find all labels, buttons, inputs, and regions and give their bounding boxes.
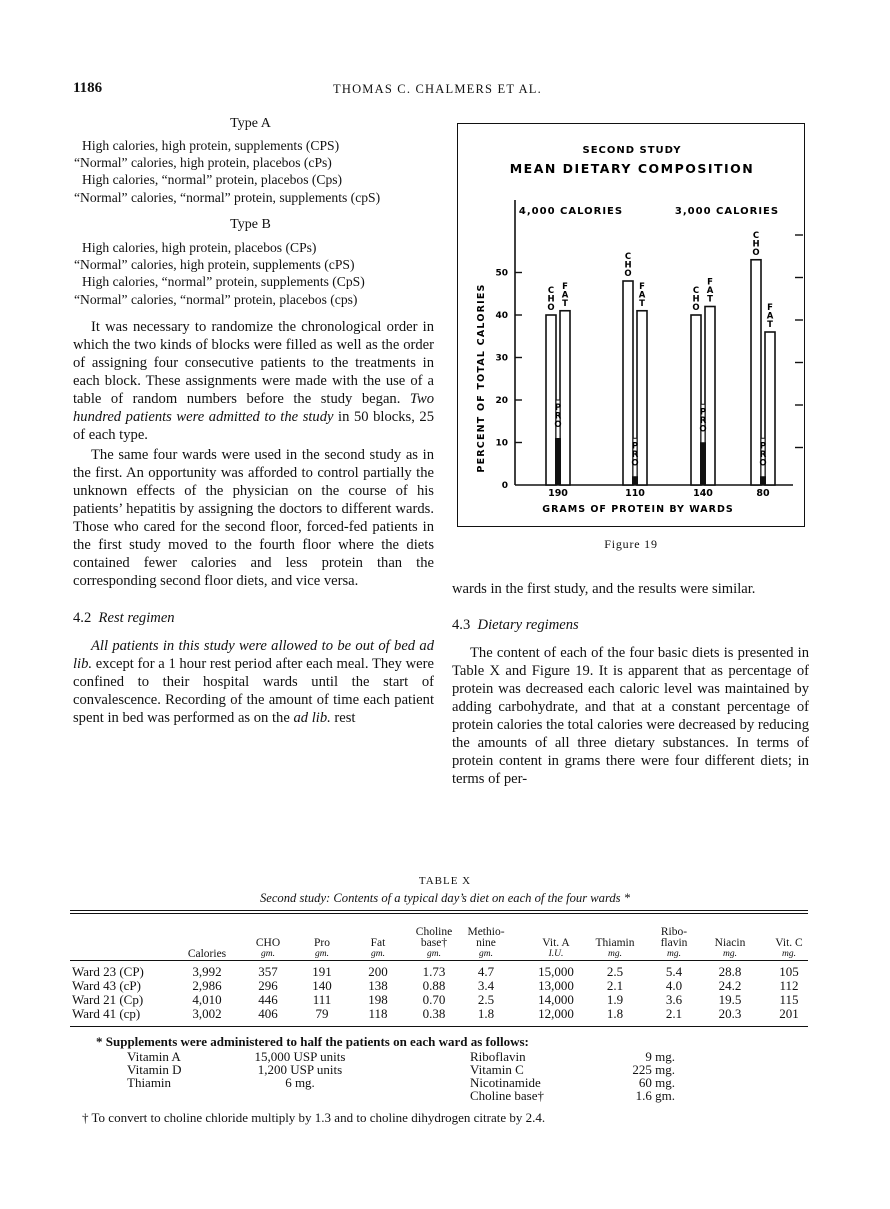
type-a-line: High calories, high protein, supplements (CPS) <box>82 138 340 153</box>
table-column-header <box>526 938 586 960</box>
table-cell: 138 <box>368 978 388 993</box>
pro-bar-label: O <box>554 420 562 430</box>
y-axis-label: PERCENT OF TOTAL CALORIES <box>476 283 487 473</box>
table-column-header <box>585 938 645 960</box>
cho-bar-label: C <box>692 286 700 296</box>
table-cell: 2.1 <box>606 978 624 993</box>
column-unit: mg. <box>667 949 681 959</box>
italic-run: ad lib. <box>293 710 331 726</box>
pro-bar-fill <box>700 442 706 485</box>
table-cell: 1.8 <box>606 1006 624 1021</box>
cho-bar-label: C <box>624 252 632 262</box>
table-cell: 115 <box>779 992 799 1007</box>
y-tick-label: 50 <box>495 268 508 279</box>
type-b-line: High calories, high protein, placebos (CPs) <box>82 240 317 255</box>
group-label-3000: 3,000 CALORIES <box>674 206 780 217</box>
table-cell: 24.2 <box>718 978 742 993</box>
table-column-header <box>456 927 516 960</box>
chart-title: SECOND STUDY <box>582 145 682 156</box>
section-heading-4-3 <box>452 616 809 634</box>
table-cell: 2,986 <box>192 978 222 993</box>
y-tick-label: 40 <box>495 311 508 321</box>
supplement-name: Vitamin D <box>127 1062 182 1077</box>
pro-bar-label: R <box>759 449 767 460</box>
type-b-line: “Normal” calories, “normal” protein, placebos (cps) <box>74 291 358 307</box>
cho-bar-label: H <box>547 294 555 305</box>
supplement-dose: 15,000 USP units <box>254 1049 346 1064</box>
text-run: except for a 1 hour rest period after each meal. They were confined to their hospital wards until the start of convalescence. Recording of the amount of time each patient spent in bed was performed as on the <box>73 656 434 726</box>
table-row-label: Ward 41 (cp) <box>72 1006 141 1021</box>
page-number: 1186 <box>73 80 103 96</box>
x-category-label: 110 <box>625 488 645 499</box>
column-unit: gm. <box>479 949 493 959</box>
pro-bar-label: P <box>554 403 562 413</box>
group-label-4000: 4,000 CALORIES <box>518 206 624 217</box>
supplement-name: Choline base† <box>470 1088 545 1103</box>
table-cell: 1.9 <box>606 992 624 1007</box>
pro-bar-label: P <box>699 407 707 418</box>
figure-caption: Figure 19 <box>604 537 658 551</box>
pro-bar-fill <box>760 476 766 485</box>
table-cell: 4.0 <box>665 978 683 993</box>
table-row-label: Ward 21 (Cp) <box>72 992 144 1007</box>
table-cell: 3.6 <box>665 992 683 1007</box>
section-number: 4.2 <box>73 610 92 626</box>
x-category-label: 80 <box>756 488 770 499</box>
table-cell: 111 <box>312 992 332 1007</box>
column-name: Methio- <box>467 926 505 938</box>
y-tick-label: 20 <box>495 396 508 406</box>
table-cell: 28.8 <box>718 964 742 979</box>
column-name: Ribo- <box>660 926 688 938</box>
paragraph-rest <box>73 637 434 727</box>
pro-bar-fill <box>632 476 638 485</box>
paragraph-wards: The same four wards were used in the second study as in the first. An opportunity was afforded to control partially the unknown effects of the physician on the course of his patients’ hepatitis by assigning the doctors to different wards. Those who cared for the second floor, forced-fed patients in the first study moved to the fourth floor where the diets contained fewer calories and less protein than the corresponding second floor diets, and vice versa. <box>73 447 434 589</box>
table-column-header <box>177 949 237 960</box>
x-axis-label: GRAMS OF PROTEIN BY WARDS <box>542 504 734 515</box>
fat-bar-label: A <box>561 290 569 301</box>
table-cell: 0.38 <box>422 1006 446 1021</box>
x-category-label: 140 <box>693 488 713 499</box>
cho-bar-label: H <box>752 239 760 250</box>
table-bottom-rule <box>70 1026 808 1027</box>
table-cell: 0.88 <box>422 978 446 993</box>
cho-bar-label: O <box>624 269 632 279</box>
left-column <box>73 318 434 727</box>
table-column-header <box>292 938 352 960</box>
column-unit: mg. <box>723 949 737 959</box>
column-name: Fat <box>370 937 386 949</box>
paragraph-similar: wards in the first study, and the results were similar. <box>452 581 756 597</box>
pro-bar-label: O <box>699 424 707 435</box>
column-name: Choline <box>415 926 453 938</box>
type-a-line: “Normal” calories, “normal” protein, supplements (cpS) <box>74 189 381 205</box>
type-a-list <box>74 137 381 206</box>
supplements-footnote: * Supplements were administered to half the patients on each ward as follows: <box>96 1034 529 1049</box>
italic-run: All patients in this study were allowed to be out of bed ad lib. <box>73 638 434 672</box>
cho-bar <box>546 315 556 485</box>
fat-bar-label: A <box>766 311 774 322</box>
table-cell: 79 <box>315 1006 329 1021</box>
supplement-name: Vitamin A <box>127 1049 181 1064</box>
section-number: 4.3 <box>452 617 471 633</box>
table-cell: 1.73 <box>422 964 446 979</box>
table-cell: 200 <box>368 964 388 979</box>
fat-bar-label: F <box>707 277 713 288</box>
y-tick-label: 30 <box>495 353 508 364</box>
table-cell: 140 <box>312 978 332 993</box>
fat-bar-label: F <box>639 281 645 292</box>
table-column-header <box>700 938 760 960</box>
chart-subtitle: MEAN DIETARY COMPOSITION <box>509 161 755 176</box>
column-name: Pro <box>314 937 330 949</box>
diet-chart <box>458 124 803 525</box>
type-b-line: High calories, “normal” protein, supplements (CpS) <box>82 274 365 290</box>
table-cell: 3,992 <box>192 964 222 979</box>
table-cell: 201 <box>779 1006 799 1021</box>
fat-bar-label: T <box>639 298 645 309</box>
table-cell: 20.3 <box>718 1006 742 1021</box>
table-row-label: Ward 43 (cP) <box>72 978 141 993</box>
table-cell: 15,000 <box>538 964 574 979</box>
pro-bar-label: R <box>631 449 639 460</box>
fat-bar-label: T <box>707 294 713 305</box>
table-column-header <box>644 927 704 960</box>
cho-bar <box>691 315 701 485</box>
y-tick-label: 0 <box>501 481 508 491</box>
pro-bar-label: O <box>759 458 767 469</box>
table-cell: 2.5 <box>477 992 495 1007</box>
right-column <box>452 580 809 788</box>
supplement-dose: 9 mg. <box>645 1049 675 1064</box>
table-label: TABLE X <box>418 875 472 887</box>
table-column-header <box>404 927 464 960</box>
italic-run: Two hundred patients were admitted to the study <box>73 391 434 425</box>
type-a-line: High calories, “normal” protein, placebos (Cps) <box>82 172 343 188</box>
cho-bar-label: H <box>624 260 632 271</box>
table-caption: Second study: Contents of a typical day’s diet on each of the four wards * <box>259 891 631 905</box>
choline-footnote: † To convert to choline chloride multiply by 1.3 and to choline dihydrogen citrate by 2.4. <box>82 1110 546 1125</box>
column-unit: I.U. <box>548 949 564 959</box>
cho-bar-label: O <box>752 247 760 258</box>
text-run: in 50 blocks, 25 of each type. <box>73 409 434 443</box>
supplement-dose: 6 mg. <box>285 1075 315 1090</box>
fat-bar-label: F <box>767 303 773 313</box>
table-cell: 2.1 <box>665 1006 683 1021</box>
table-cell: 12,000 <box>538 1006 574 1021</box>
table-cell: 2.5 <box>606 964 624 979</box>
pro-bar-label: P <box>759 441 767 452</box>
running-title: THOMAS C. CHALMERS ET AL. <box>333 82 542 96</box>
column-name: Niacin <box>714 937 746 949</box>
supplement-name: Nicotinamide <box>470 1075 541 1090</box>
table-cell: 4.7 <box>477 964 495 979</box>
table-cell: 118 <box>368 1006 388 1021</box>
table-cell: 357 <box>258 964 278 979</box>
text-run: It was necessary to randomize the chronological order in which the two kinds of blocks were filled as well as the order of assigning four consecutive patients to the treatments in each block. These assignments were made with the use of a table of random numbers before the study began. <box>73 319 434 407</box>
table-cell: 406 <box>258 1006 278 1021</box>
cho-bar-label: O <box>547 303 555 313</box>
pro-bar-fill <box>555 438 561 485</box>
cho-bar-label: H <box>692 294 700 305</box>
column-name: Vit. A <box>542 937 570 949</box>
column-unit: mg. <box>608 949 622 959</box>
table-cell: 105 <box>779 964 799 979</box>
pro-bar-label: P <box>631 441 639 452</box>
fat-bar-label: A <box>706 286 714 296</box>
paragraph-dietary: The content of each of the four basic diets is presented in Table X and Figure 19. It is apparent that as percentage of protein was decreased each caloric level was maintained by adding carbohydrate, and that at a constant percentage of protein calories the total calories were decreased by reducing the amounts of all three dietary substances. In terms of protein content in grams there were four different diets; in terms of per- <box>452 645 809 787</box>
column-unit: gm. <box>371 949 385 959</box>
fat-bar-label: T <box>562 298 568 309</box>
table-cell: 112 <box>779 978 799 993</box>
supplement-dose: 60 mg. <box>638 1075 675 1090</box>
y-tick-label: 10 <box>495 438 508 449</box>
pro-bar-label: R <box>699 415 707 426</box>
x-category-label: 190 <box>548 488 568 499</box>
table-cell: 14,000 <box>538 992 574 1007</box>
column-name: flavin <box>660 937 688 949</box>
type-a-line: “Normal” calories, high protein, placebos (cPs) <box>74 155 332 171</box>
column-unit: gm. <box>427 949 441 959</box>
text-run: rest <box>330 710 356 726</box>
column-name: Thiamin <box>595 937 635 949</box>
table-cell: 4,010 <box>192 992 222 1007</box>
table-column-header <box>238 938 298 960</box>
type-b-list <box>74 239 365 308</box>
section-title: Rest regimen <box>98 610 175 626</box>
table-cell: 0.70 <box>422 992 446 1007</box>
column-name: Calories <box>187 948 227 960</box>
pro-bar-label: O <box>631 458 639 469</box>
fat-bar <box>705 307 715 486</box>
column-name: nine <box>476 937 496 949</box>
supplement-dose: 1.6 gm. <box>635 1088 675 1103</box>
type-b-heading: Type B <box>230 217 271 232</box>
table-cell: 19.5 <box>718 992 742 1007</box>
supplement-dose: 225 mg. <box>632 1062 675 1077</box>
supplement-dose: 1,200 USP units <box>257 1062 343 1077</box>
figure-19 <box>457 123 805 527</box>
column-unit: gm. <box>261 949 275 959</box>
column-name: Vit. C <box>775 937 803 949</box>
table-cell: 5.4 <box>665 964 683 979</box>
paragraph-randomize <box>73 318 434 444</box>
table-cell: 198 <box>368 992 388 1007</box>
table-cell: 1.8 <box>477 1006 495 1021</box>
supplement-name: Vitamin C <box>470 1062 524 1077</box>
table-cell: 446 <box>258 992 278 1007</box>
table-cell: 3.4 <box>477 978 495 993</box>
column-name: CHO <box>255 937 281 949</box>
supplement-name: Thiamin <box>127 1075 172 1090</box>
cho-bar-label: C <box>547 286 555 296</box>
cho-bar-label: O <box>692 303 700 313</box>
table-cell: 296 <box>258 978 278 993</box>
column-unit: gm. <box>315 949 329 959</box>
supplement-name: Riboflavin <box>470 1049 526 1064</box>
fat-bar <box>560 311 570 485</box>
table-cell: 191 <box>312 964 332 979</box>
section-title: Dietary regimens <box>477 617 579 633</box>
table-top-rule <box>70 910 808 911</box>
type-b-line: “Normal” calories, high protein, supplements (cPS) <box>74 257 355 273</box>
pro-bar-label: R <box>554 411 562 422</box>
table-cell: 13,000 <box>538 978 574 993</box>
section-heading-4-2 <box>73 609 434 627</box>
table-cell: 3,002 <box>192 1006 222 1021</box>
table-top-rule <box>70 913 808 914</box>
column-unit: mg. <box>782 949 796 959</box>
fat-bar-label: F <box>562 281 568 292</box>
type-a-heading: Type A <box>230 116 271 131</box>
fat-bar-label: T <box>767 320 773 330</box>
table-column-header <box>759 938 819 960</box>
table-row-label: Ward 23 (CP) <box>72 964 144 979</box>
table-header-rule <box>70 960 808 961</box>
table-column-header <box>348 938 408 960</box>
column-name: base† <box>420 937 448 949</box>
fat-bar-label: A <box>638 290 646 301</box>
cho-bar-label: C <box>752 230 760 241</box>
